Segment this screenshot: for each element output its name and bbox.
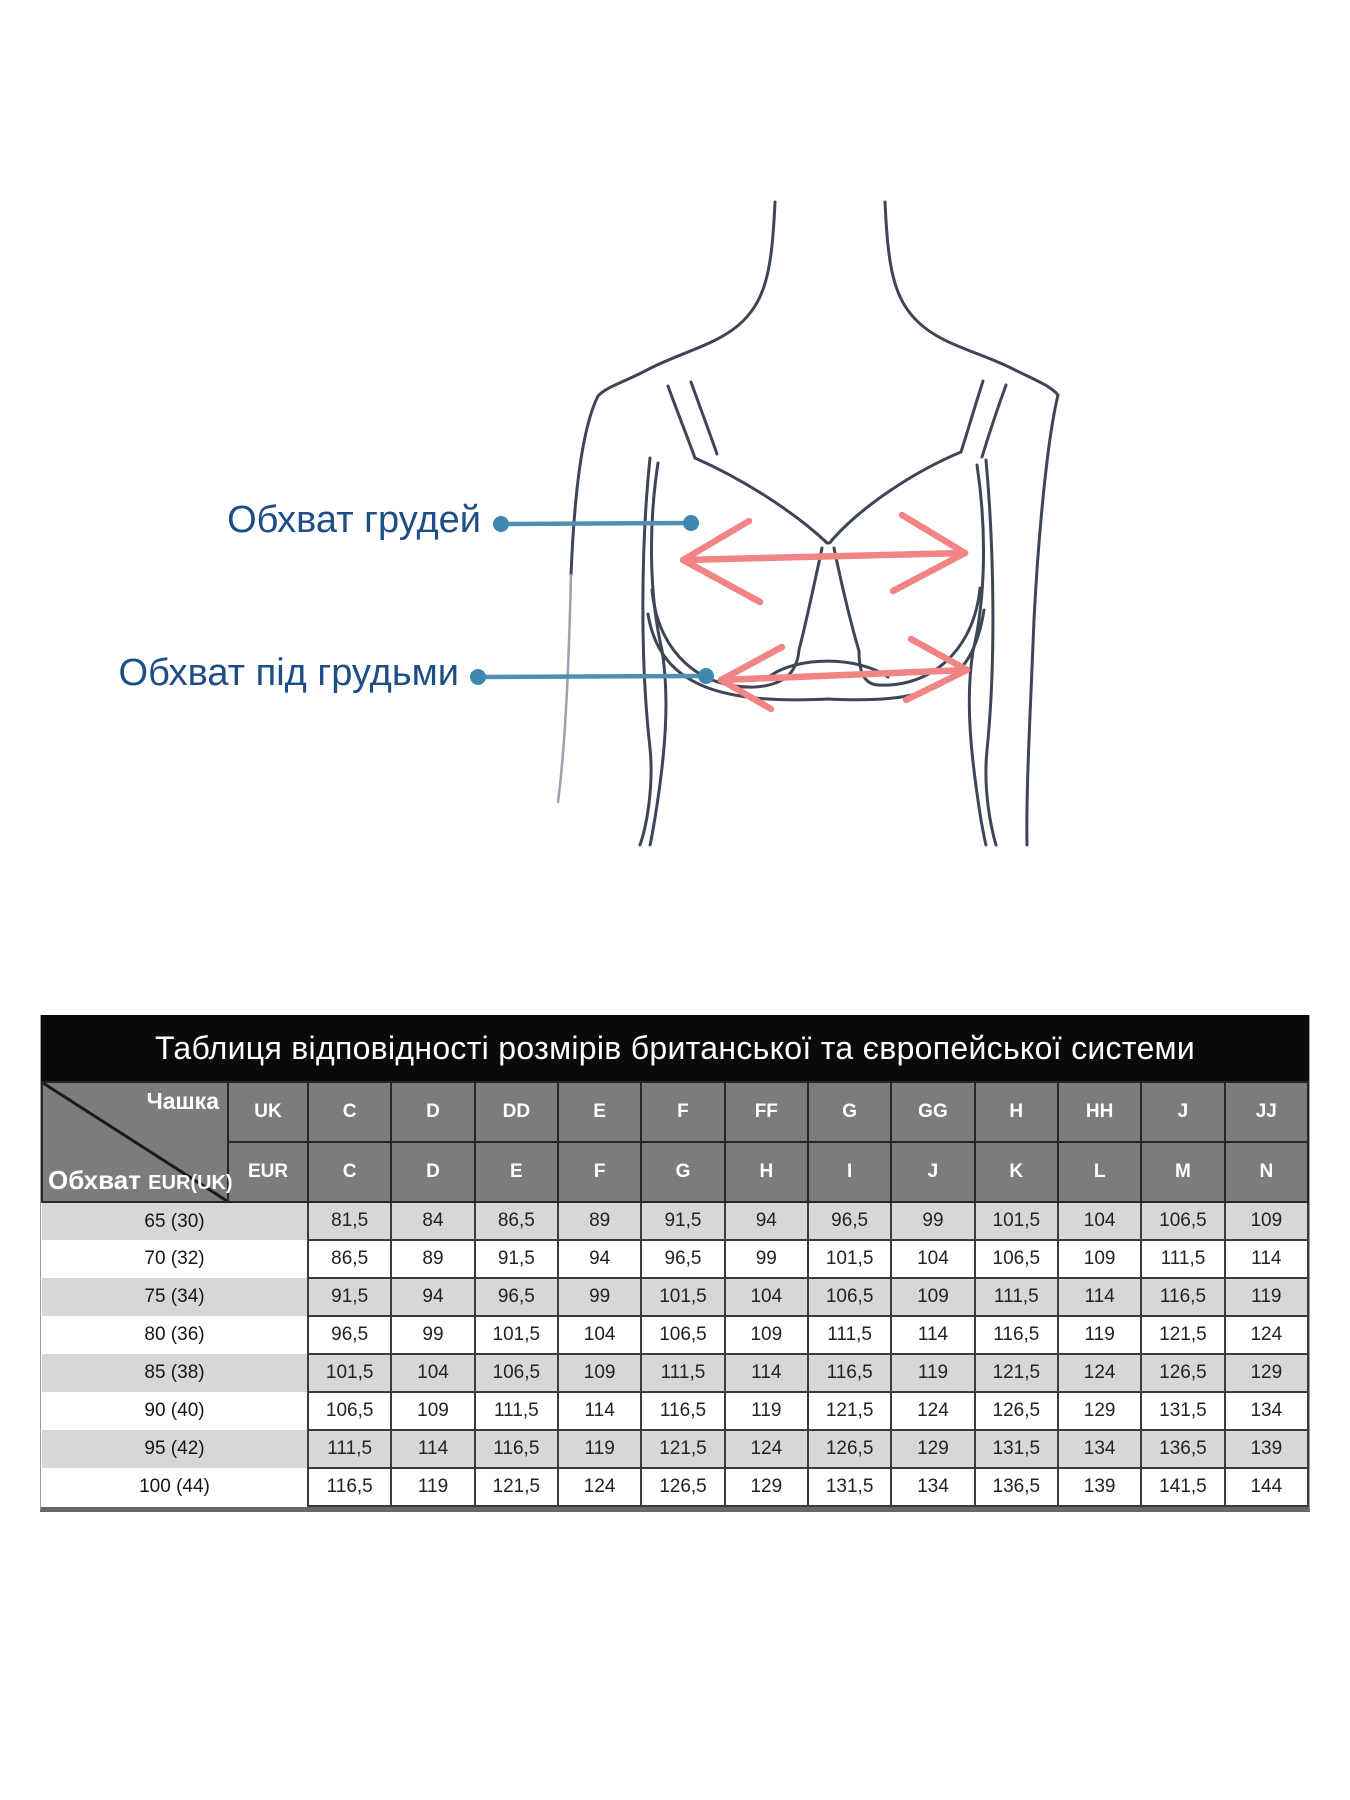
value-cell: 114 [725, 1354, 808, 1392]
size-table [40, 1015, 1310, 1512]
value-cell: 104 [1058, 1202, 1141, 1240]
value-cell: 116,5 [475, 1430, 558, 1468]
eur-cup-cell: E [475, 1142, 558, 1202]
uk-cup-cell: D [391, 1082, 474, 1142]
size-grid [41, 1081, 1309, 1507]
bust-label: Обхват грудей [227, 499, 481, 541]
value-cell: 119 [1058, 1316, 1141, 1354]
value-cell: 119 [891, 1354, 974, 1392]
value-cell: 114 [391, 1430, 474, 1468]
value-cell: 106,5 [641, 1316, 724, 1354]
value-cell: 101,5 [308, 1354, 391, 1392]
band-size-cell: 90 (40) [42, 1392, 308, 1430]
value-cell: 121,5 [475, 1468, 558, 1506]
uk-header-row [42, 1082, 1308, 1142]
eur-cup-cell: N [1225, 1142, 1308, 1202]
eur-cup-cell: I [808, 1142, 891, 1202]
table-row [42, 1278, 1308, 1316]
value-cell: 144 [1225, 1468, 1308, 1506]
uk-cup-cell: DD [475, 1082, 558, 1142]
value-cell: 86,5 [308, 1240, 391, 1278]
table-row [42, 1430, 1308, 1468]
eur-system-label: EUR [228, 1142, 308, 1202]
value-cell: 91,5 [308, 1278, 391, 1316]
value-cell: 126,5 [808, 1430, 891, 1468]
value-cell: 124 [1225, 1316, 1308, 1354]
eur-cup-cell: G [641, 1142, 724, 1202]
value-cell: 124 [558, 1468, 641, 1506]
value-cell: 106,5 [975, 1240, 1058, 1278]
uk-cup-cell: GG [891, 1082, 974, 1142]
value-cell: 84 [391, 1202, 474, 1240]
value-cell: 81,5 [308, 1202, 391, 1240]
value-cell: 141,5 [1141, 1468, 1224, 1506]
value-cell: 121,5 [975, 1354, 1058, 1392]
value-cell: 116,5 [975, 1316, 1058, 1354]
eur-cup-cell: C [308, 1142, 391, 1202]
value-cell: 94 [725, 1202, 808, 1240]
band-size-cell: 100 (44) [42, 1468, 308, 1506]
value-cell: 106,5 [808, 1278, 891, 1316]
value-cell: 131,5 [808, 1468, 891, 1506]
value-cell: 139 [1225, 1430, 1308, 1468]
value-cell: 129 [725, 1468, 808, 1506]
value-cell: 119 [391, 1468, 474, 1506]
band-size-cell: 85 (38) [42, 1354, 308, 1392]
value-cell: 111,5 [308, 1430, 391, 1468]
value-cell: 106,5 [475, 1354, 558, 1392]
value-cell: 121,5 [641, 1430, 724, 1468]
eur-cup-cell: L [1058, 1142, 1141, 1202]
value-cell: 104 [725, 1278, 808, 1316]
value-cell: 104 [391, 1354, 474, 1392]
value-cell: 116,5 [1141, 1278, 1224, 1316]
value-cell: 106,5 [1141, 1202, 1224, 1240]
band-size-cell: 70 (32) [42, 1240, 308, 1278]
value-cell: 126,5 [975, 1392, 1058, 1430]
value-cell: 109 [1058, 1240, 1141, 1278]
uk-cup-cell: F [641, 1082, 724, 1142]
value-cell: 116,5 [808, 1354, 891, 1392]
value-cell: 114 [891, 1316, 974, 1354]
table-row [42, 1354, 1308, 1392]
bust-measure-arrow [683, 515, 965, 602]
value-cell: 119 [1225, 1278, 1308, 1316]
value-cell: 109 [891, 1278, 974, 1316]
value-cell: 101,5 [808, 1240, 891, 1278]
value-cell: 124 [725, 1430, 808, 1468]
value-cell: 101,5 [475, 1316, 558, 1354]
value-cell: 136,5 [975, 1468, 1058, 1506]
value-cell: 129 [1225, 1354, 1308, 1392]
value-cell: 89 [558, 1202, 641, 1240]
value-cell: 139 [1058, 1468, 1141, 1506]
value-cell: 94 [558, 1240, 641, 1278]
value-cell: 116,5 [308, 1468, 391, 1506]
value-cell: 111,5 [808, 1316, 891, 1354]
value-cell: 111,5 [641, 1354, 724, 1392]
value-cell: 121,5 [1141, 1316, 1224, 1354]
value-cell: 126,5 [1141, 1354, 1224, 1392]
uk-cup-cell: FF [725, 1082, 808, 1142]
value-cell: 134 [1225, 1392, 1308, 1430]
value-cell: 111,5 [475, 1392, 558, 1430]
eur-cup-cell: M [1141, 1142, 1224, 1202]
value-cell: 109 [725, 1316, 808, 1354]
band-size-cell: 80 (36) [42, 1316, 308, 1354]
value-cell: 106,5 [308, 1392, 391, 1430]
value-cell: 111,5 [1141, 1240, 1224, 1278]
value-cell: 96,5 [475, 1278, 558, 1316]
value-cell: 101,5 [975, 1202, 1058, 1240]
uk-cup-cell: HH [1058, 1082, 1141, 1142]
value-cell: 129 [1058, 1392, 1141, 1430]
value-cell: 96,5 [641, 1240, 724, 1278]
table-row [42, 1468, 1308, 1506]
value-cell: 131,5 [1141, 1392, 1224, 1430]
value-cell: 124 [1058, 1354, 1141, 1392]
value-cell: 136,5 [1141, 1430, 1224, 1468]
uk-cup-cell: H [975, 1082, 1058, 1142]
value-cell: 131,5 [975, 1430, 1058, 1468]
eur-cup-cell: H [725, 1142, 808, 1202]
eur-cup-cell: D [391, 1142, 474, 1202]
value-cell: 86,5 [475, 1202, 558, 1240]
value-cell: 129 [891, 1430, 974, 1468]
band-size-cell: 75 (34) [42, 1278, 308, 1316]
eur-cup-cell: J [891, 1142, 974, 1202]
table-row [42, 1316, 1308, 1354]
value-cell: 119 [558, 1430, 641, 1468]
value-cell: 104 [558, 1316, 641, 1354]
table-title: Таблиця відповідності розмірів британської та європейської системи [41, 1015, 1309, 1081]
value-cell: 104 [891, 1240, 974, 1278]
uk-cup-cell: G [808, 1082, 891, 1142]
value-cell: 134 [1058, 1430, 1141, 1468]
value-cell: 114 [558, 1392, 641, 1430]
uk-cup-cell: E [558, 1082, 641, 1142]
value-cell: 99 [558, 1278, 641, 1316]
value-cell: 109 [1225, 1202, 1308, 1240]
value-cell: 91,5 [475, 1240, 558, 1278]
value-cell: 99 [725, 1240, 808, 1278]
cup-corner-label: Чашка [146, 1088, 219, 1114]
value-cell: 109 [391, 1392, 474, 1430]
band-size-cell: 65 (30) [42, 1202, 308, 1240]
value-cell: 96,5 [308, 1316, 391, 1354]
uk-system-label: UK [228, 1082, 308, 1142]
table-row [42, 1392, 1308, 1430]
eur-cup-cell: K [975, 1142, 1058, 1202]
value-cell: 89 [391, 1240, 474, 1278]
value-cell: 116,5 [641, 1392, 724, 1430]
table-row [42, 1202, 1308, 1240]
value-cell: 99 [891, 1202, 974, 1240]
value-cell: 109 [558, 1354, 641, 1392]
table-row [42, 1240, 1308, 1278]
value-cell: 99 [391, 1316, 474, 1354]
value-cell: 96,5 [808, 1202, 891, 1240]
value-cell: 114 [1058, 1278, 1141, 1316]
value-cell: 101,5 [641, 1278, 724, 1316]
value-cell: 94 [391, 1278, 474, 1316]
uk-cup-cell: JJ [1225, 1082, 1308, 1142]
uk-cup-cell: J [1141, 1082, 1224, 1142]
underbust-label: Обхват під грудьми [118, 652, 459, 694]
band-size-cell: 95 (42) [42, 1430, 308, 1468]
value-cell: 119 [725, 1392, 808, 1430]
value-cell: 114 [1225, 1240, 1308, 1278]
bra-drawing [648, 381, 1006, 700]
corner-cell [42, 1082, 233, 1202]
uk-cup-cell: C [308, 1082, 391, 1142]
bust-callout-line [493, 515, 699, 532]
value-cell: 91,5 [641, 1202, 724, 1240]
band-corner-label: Обхват EUR(UK) [48, 1165, 233, 1195]
value-cell: 124 [891, 1392, 974, 1430]
value-cell: 126,5 [641, 1468, 724, 1506]
value-cell: 134 [891, 1468, 974, 1506]
value-cell: 111,5 [975, 1278, 1058, 1316]
eur-cup-cell: F [558, 1142, 641, 1202]
value-cell: 121,5 [808, 1392, 891, 1430]
